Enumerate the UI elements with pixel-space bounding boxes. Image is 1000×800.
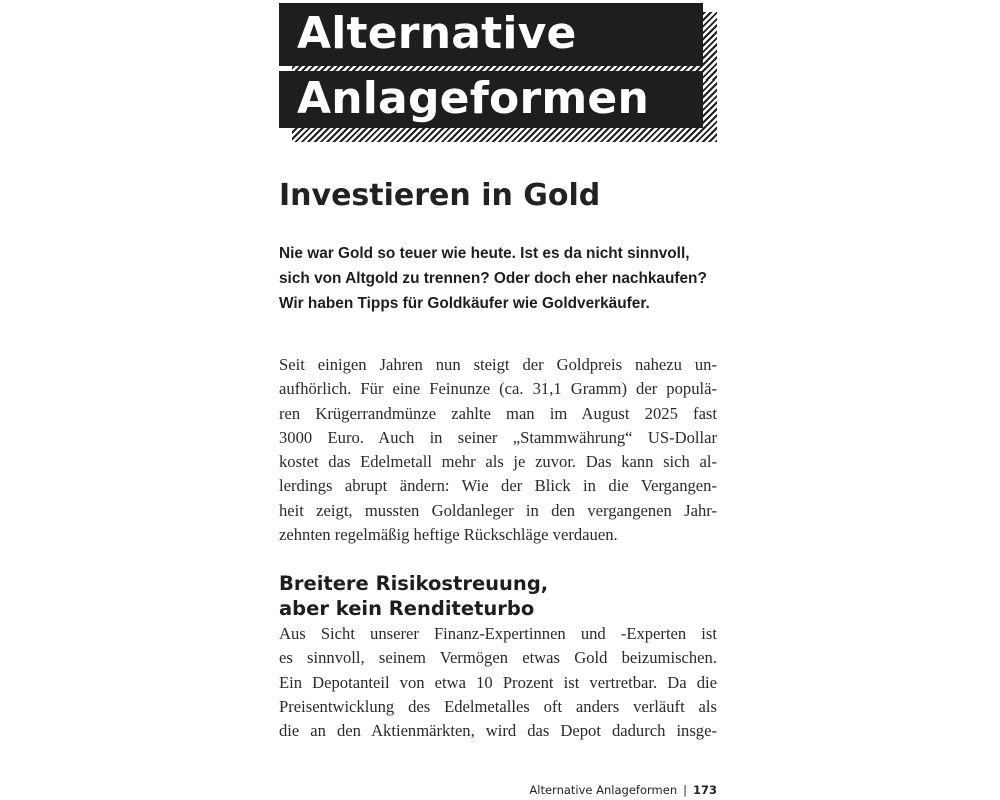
page-footer <box>529 783 717 797</box>
body-line: ren Krügerrandmünze zahlte man im August 2025 fast <box>279 403 717 423</box>
body-paragraph-2 <box>279 622 717 743</box>
page-number: 173 <box>692 783 717 797</box>
body-paragraph-1 <box>279 353 717 547</box>
body-line: heit zeigt, mussten Goldanleger in den vergangenen Jahr- <box>279 500 717 520</box>
footer-separator: | <box>683 783 687 797</box>
lead-paragraph <box>279 241 719 316</box>
body-line: Preisentwicklung des Edelmetalles oft anders verläuft als <box>279 696 717 716</box>
body-line: Ein Depotanteil von etwa 10 Prozent ist vertretbar. Da die <box>279 672 717 692</box>
body-line: lerdings abrupt ändern: Wie der Blick in die Vergangen- <box>279 476 717 496</box>
section-subheading <box>279 571 548 621</box>
body-line: Seit einigen Jahren nun steigt der Goldpreis nahezu un- <box>279 355 717 374</box>
body-line: 3000 Euro. Auch in seiner „Stammwährung“ US-Dollar <box>279 427 717 447</box>
body-line: kostet das Edelmetall mehr als je zuvor. Das kann sich al- <box>279 452 717 472</box>
chapter-title-line-1: Alternative <box>279 3 703 66</box>
body-line: die an den Aktienmärkten, wird das Depot dadurch insge- <box>279 721 717 741</box>
subheading-line: aber kein Renditeturbo <box>279 597 535 620</box>
body-line: Aus Sicht unserer Finanz-Expertinnen und -Experten ist <box>279 624 717 643</box>
chapter-title-line-2: Anlageformen <box>279 71 703 128</box>
article-title: Investieren in Gold <box>279 178 601 213</box>
subheading-line: Breitere Risikostreuung, <box>279 572 549 595</box>
lead-line: Wir haben Tipps für Goldkäufer wie Goldverkäufer. <box>279 295 650 312</box>
body-line: es sinnvoll, seinem Vermögen etwas Gold beizumischen. <box>279 648 717 668</box>
lead-line: sich von Altgold zu trennen? Oder doch eher nachkaufen? <box>279 270 707 287</box>
lead-line: Nie war Gold so teuer wie heute. Ist es da nicht sinnvoll, <box>279 245 690 262</box>
footer-section-title: Alternative Anlageformen <box>529 783 678 797</box>
body-line: zehnten regelmäßig heftige Rückschläge verdauen. <box>279 525 618 545</box>
body-line: aufhörlich. Für eine Feinunze (ca. 31,1 Gramm) der populä- <box>279 379 717 399</box>
